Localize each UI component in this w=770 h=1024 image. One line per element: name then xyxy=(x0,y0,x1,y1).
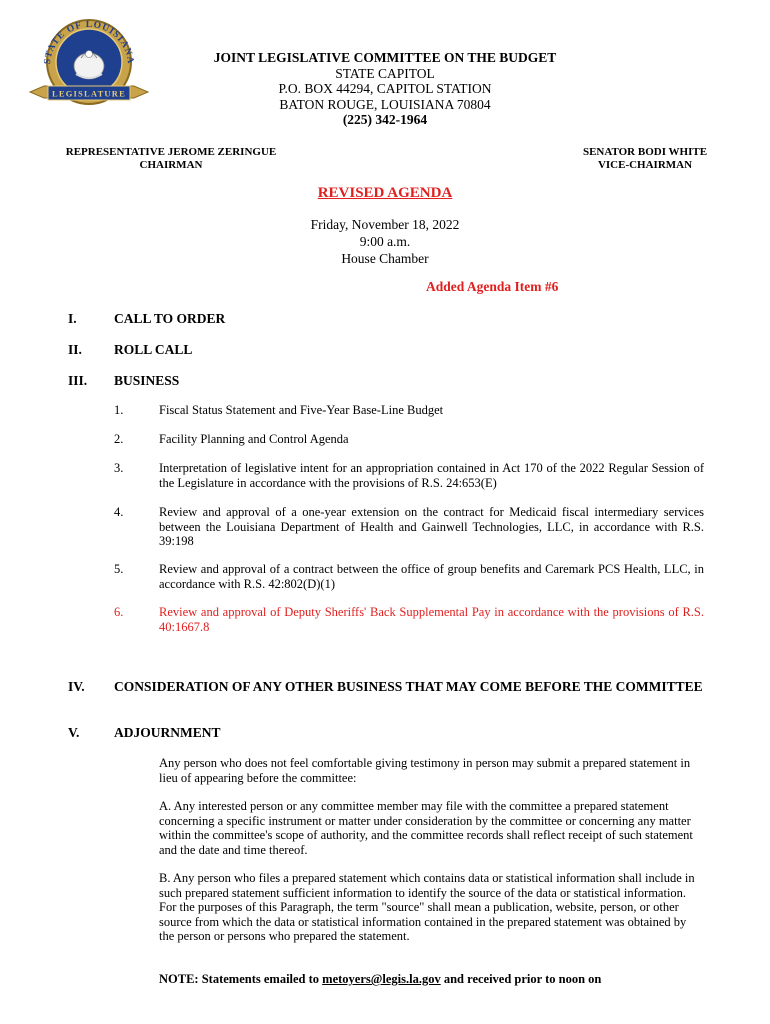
section-number-ii: II. xyxy=(68,342,82,357)
business-item-1: Fiscal Status Statement and Five-Year Base-Line Budget xyxy=(159,403,444,417)
business-item-4: Review and approval of a one-year extension on the contract for Medicaid fiscal intermediary services between the Louisiana Department of Health and Gainwell Technologies, LLC, in accordance with R.S. 39:198 xyxy=(159,505,704,548)
meeting-location: House Chamber xyxy=(341,251,429,266)
business-item-3: Interpretation of legislative intent for an appropriation contained in Act 170 of the 2022 Regular Session of the Legislature in accordance with the provisions of R.S. 24:653(E) xyxy=(159,461,704,490)
testimony-paragraph-b: B. Any person who files a prepared statement which contains data or statistical information shall include in such prepared statement sufficient information to identify the source of the data or statistical information. For the purposes of this Paragraph, the term "source" shall mean a publication, website, person, or other source from which the data or statistical information contained in the prepared statement was obtained by the person or persons who prepared the statement. xyxy=(159,871,695,943)
chairman-name: REPRESENTATIVE JEROME ZERINGUE xyxy=(65,146,277,158)
louisiana-legislature-seal xyxy=(26,16,152,118)
item-number-1: 1. xyxy=(114,403,124,417)
email-link[interactable]: metoyers@legis.la.gov xyxy=(322,972,441,986)
vice-chairman-name: SENATOR BODI WHITE xyxy=(582,146,708,158)
business-item-5: Review and approval of a contract between the office of group benefits and Caremark PCS Health, LLC, in accordance with R.S. 42:802(D)(1) xyxy=(159,562,704,591)
vice-chairman-block xyxy=(560,146,730,171)
section-number-iii: III. xyxy=(68,373,88,388)
email-note xyxy=(159,972,704,987)
business-item-2: Facility Planning and Control Agenda xyxy=(159,432,349,446)
address-line-3: BATON ROUGE, LOUISIANA 70804 xyxy=(279,96,491,112)
phone-number: (225) 342-1964 xyxy=(342,112,428,127)
meeting-details xyxy=(0,216,770,267)
section-roll-call: ROLL CALL xyxy=(114,342,193,357)
section-number-iv: IV. xyxy=(68,679,85,694)
section-number-i: I. xyxy=(68,311,77,326)
seal-banner: LEGISLATURE xyxy=(52,88,126,99)
meeting-time: 9:00 a.m. xyxy=(359,234,411,249)
letterhead xyxy=(180,50,590,128)
testimony-intro: Any person who does not feel comfortable giving testimony in person may submit a prepared statement in lieu of appearing before the committee: xyxy=(159,756,691,785)
item-number-5: 5. xyxy=(114,562,124,576)
testimony-paragraph-a: A. Any interested person or any committee member may file with the committee a prepared statement concerning a specific instrument or matter under consideration by the committee or concerning any matter within the committee's scope of authority, and the committee records shall reflect receipt of such statement and the date and time thereof. xyxy=(159,799,693,857)
item-number-3: 3. xyxy=(114,461,124,475)
committee-name: JOINT LEGISLATIVE COMMITTEE ON THE BUDGET xyxy=(213,50,557,65)
business-item-6: Review and approval of Deputy Sheriffs' Back Supplemental Pay in accordance with the provisions of R.S. 40:1667.8 xyxy=(159,605,704,634)
item-number-2: 2. xyxy=(114,432,124,446)
section-other-business: CONSIDERATION OF ANY OTHER BUSINESS THAT MAY COME BEFORE THE COMMITTEE xyxy=(114,679,703,694)
meeting-date: Friday, November 18, 2022 xyxy=(310,217,460,232)
section-adjournment: ADJOURNMENT xyxy=(114,725,221,740)
note-suffix: and received prior to noon on xyxy=(440,972,602,986)
vice-chairman-title: VICE-CHAIRMAN xyxy=(597,158,693,171)
seal-arc-text: STATE OF LOUISIANA xyxy=(42,19,136,65)
agenda-heading: REVISED AGENDA xyxy=(317,185,453,201)
item-number-4: 4. xyxy=(114,505,124,519)
chairman-title: CHAIRMAN xyxy=(139,158,203,171)
section-business: BUSINESS xyxy=(114,373,180,388)
added-item-note: Added Agenda Item #6 xyxy=(426,279,559,294)
section-call-to-order: CALL TO ORDER xyxy=(114,311,226,326)
section-number-v: V. xyxy=(68,725,80,740)
note-prefix: NOTE: Statements emailed to xyxy=(159,972,323,986)
address-line-2: P.O. BOX 44294, CAPITOL STATION xyxy=(278,81,492,96)
chairman-block xyxy=(46,146,296,171)
address-line-1: STATE CAPITOL xyxy=(335,65,435,81)
item-number-6: 6. xyxy=(114,605,124,619)
